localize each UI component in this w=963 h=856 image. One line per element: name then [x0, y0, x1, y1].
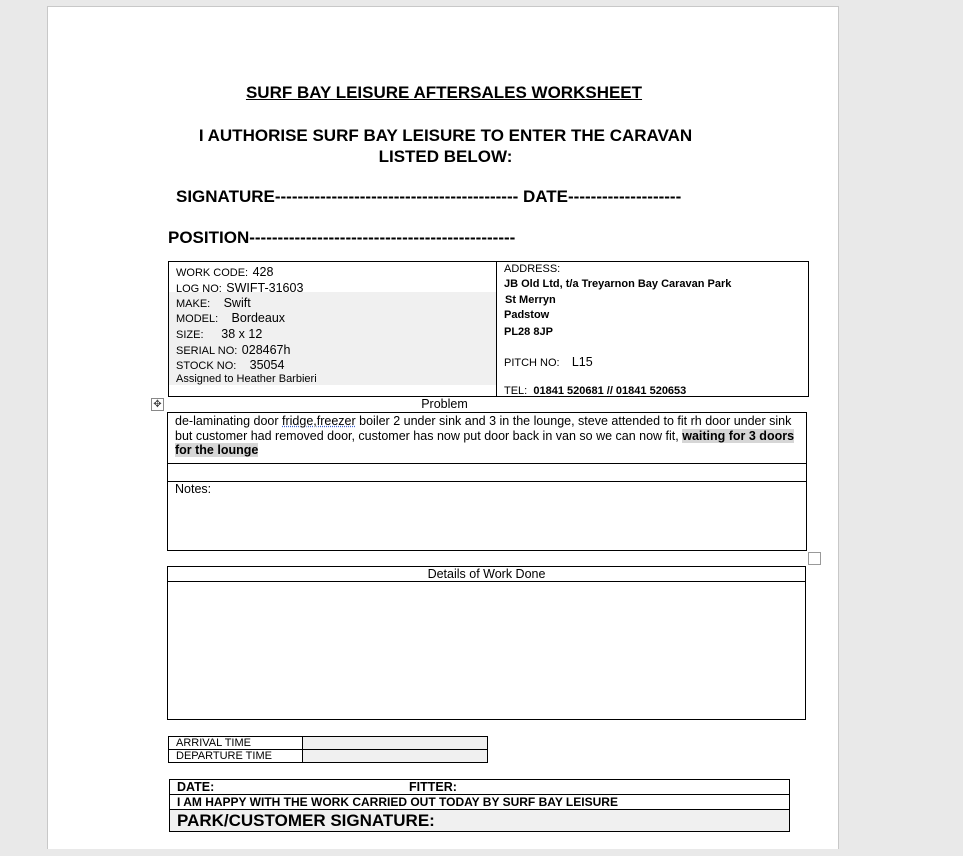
arrival-row [169, 737, 488, 750]
time-table [168, 736, 488, 763]
size-label: SIZE: [176, 329, 204, 341]
problem-label: Problem [421, 397, 468, 411]
fitter-label: FITTER: [409, 780, 457, 794]
log-no-label: LOG NO: [176, 283, 222, 295]
address-line-4: PL28 8JP [504, 326, 553, 338]
serial-label: SERIAL NO: [176, 345, 238, 357]
customer-signature-label[interactable]: PARK/CUSTOMER SIGNATURE: [170, 810, 789, 831]
address-label: ADDRESS: [504, 263, 561, 275]
tel-label: TEL: [504, 385, 528, 397]
status-bar [0, 849, 963, 856]
address-line-2: St Merryn [505, 294, 556, 306]
notes-label: Notes: [175, 482, 212, 496]
problem-text-highlight: waiting for 3 doors for the lounge [175, 428, 795, 457]
model-label: MODEL: [176, 313, 219, 325]
tel-value: 01841 520681 // 01841 520653 [533, 385, 687, 397]
stock-label: STOCK NO: [176, 360, 237, 372]
signoff-box [169, 779, 790, 832]
size-value: 38 x 12 [221, 327, 263, 341]
log-no-value: SWIFT-31603 [226, 281, 304, 295]
pitch-label: PITCH NO: [504, 357, 560, 369]
problem-divider-1 [168, 463, 806, 464]
tel-row [504, 385, 686, 397]
problem-text-part-2: boiler 2 under sink and 3 in the lounge, steve attended to fit rh door under sink but customer had removed door, customer has now put door back in van so we can now fit, [175, 414, 792, 443]
date-label: DATE: [177, 780, 215, 794]
happy-statement: I AM HAPPY WITH THE WORK CARRIED OUT TODAY BY SURF BAY LEISURE [170, 795, 789, 810]
document-page [47, 6, 839, 856]
departure-row [169, 750, 488, 763]
problem-box[interactable] [167, 412, 807, 551]
departure-value-cell[interactable] [303, 750, 488, 763]
table-move-handle-icon[interactable]: ✥ [151, 398, 164, 411]
worksheet-title: SURF BAY LEISURE AFTERSALES WORKSHEET [245, 83, 643, 102]
position-line: POSITION----------------------------------------------- [168, 228, 516, 247]
arrival-label: ARRIVAL TIME [169, 737, 303, 750]
caravan-details-box [168, 261, 809, 397]
address-line-1: JB Old Ltd, t/a Treyarnon Bay Caravan Park [504, 278, 732, 290]
work-done-label: Details of Work Done [168, 567, 805, 582]
stock-row [176, 356, 284, 374]
stock-value: 35054 [249, 358, 285, 372]
problem-text-part-1: de-laminating door [175, 414, 283, 428]
work-done-box[interactable] [167, 566, 806, 720]
work-code-value: 428 [252, 265, 274, 279]
arrival-value-cell[interactable] [303, 737, 488, 750]
problem-text-flagged-word[interactable]: fridge,freezer [282, 414, 356, 428]
make-label: MAKE: [176, 298, 211, 310]
details-divider [496, 262, 497, 396]
address-line-3: Padstow [504, 309, 550, 321]
model-value: Bordeaux [231, 311, 286, 325]
work-code-label: WORK CODE: [176, 267, 249, 279]
problem-divider-2 [168, 481, 806, 482]
authorisation-statement: I AUTHORISE SURF BAY LEISURE TO ENTER THE CARAVAN LISTED BELOW: [198, 126, 693, 166]
table-resize-handle[interactable] [808, 552, 821, 565]
pitch-value: L15 [571, 355, 593, 369]
assigned-to: Assigned to Heather Barbieri [176, 373, 317, 385]
serial-value: 028467h [241, 343, 291, 357]
make-value: Swift [223, 296, 251, 310]
pitch-row [504, 355, 593, 369]
signature-date-line: SIGNATURE------------------------------------------- DATE-------------------- [176, 187, 682, 206]
departure-label: DEPARTURE TIME [169, 750, 303, 763]
problem-text[interactable] [175, 414, 797, 458]
date-fitter-row[interactable] [170, 780, 789, 795]
